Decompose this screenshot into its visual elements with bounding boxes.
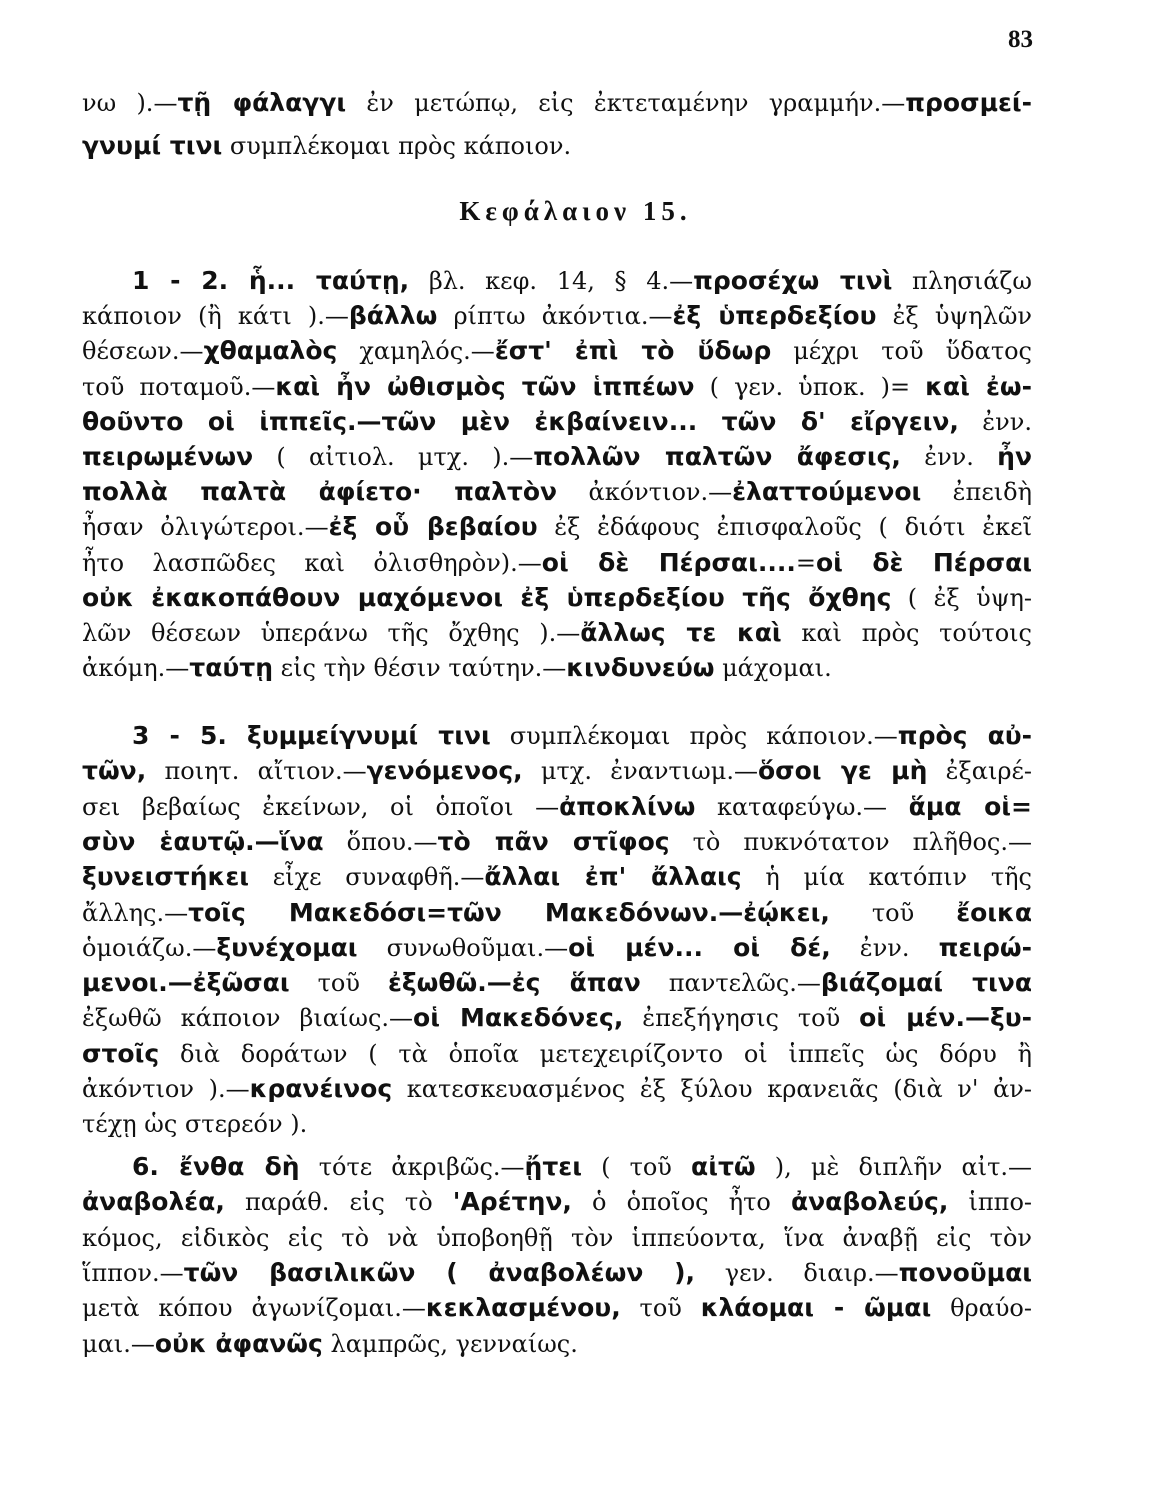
lemma: οἱ δὲ Πέρσαι.... bbox=[541, 547, 796, 577]
commentary-line bbox=[82, 1037, 1032, 1071]
text-segment: ἄλλης.— bbox=[82, 898, 189, 927]
commentary-line bbox=[82, 896, 1032, 930]
text-segment: τοῦ ποταμοῦ.— bbox=[82, 372, 276, 401]
lemma: ξυνειστήκει bbox=[82, 862, 249, 892]
text-segment: μαι.— bbox=[82, 1329, 155, 1358]
commentary-line bbox=[82, 1107, 1032, 1141]
text-segment: νω ).— bbox=[82, 89, 178, 117]
lemma: 1 - 2. bbox=[132, 266, 249, 295]
text-segment: ὁμοιάζω.— bbox=[82, 933, 217, 962]
text-segment: τὸ πυκνότατον πλῆθος.— bbox=[669, 827, 1032, 856]
text-segment: εἶχε συναφθῆ.— bbox=[248, 863, 485, 892]
lemma: ἔστ' ἐπὶ τὸ ὕδωρ bbox=[494, 336, 772, 366]
text-segment: ρίπτω ἀκόντια.— bbox=[437, 302, 673, 331]
text-segment: πλησιάζω bbox=[892, 267, 1032, 295]
lemma: στοῖς bbox=[82, 1038, 160, 1068]
lemma: πονοῦμαι bbox=[898, 1257, 1032, 1287]
commentary-line bbox=[132, 719, 1032, 753]
text-segment: μέχρι τοῦ ὕδατος bbox=[771, 337, 1032, 366]
page-number: 83 bbox=[1008, 26, 1033, 53]
text-segment: ἐπειδὴ bbox=[921, 478, 1033, 507]
commentary-line bbox=[132, 264, 1032, 298]
text-segment: ὅπου.— bbox=[323, 827, 438, 856]
lemma: καὶ ἦν ὠθισμὸς τῶν ἱππέων bbox=[275, 371, 695, 401]
text-segment: συμπλέκομαι πρὸς κάποιον. bbox=[222, 132, 572, 160]
lemma: κρανέινος bbox=[249, 1074, 393, 1103]
commentary-line bbox=[82, 1221, 1032, 1255]
lemma: πρὸς αὐ- bbox=[897, 721, 1033, 750]
text-segment: ἀκόντιον ).— bbox=[82, 1075, 250, 1103]
commentary-line bbox=[82, 1185, 1032, 1219]
lemma: βάλλω bbox=[348, 301, 438, 331]
text-segment: ἱππο- bbox=[948, 1188, 1033, 1217]
commentary-line bbox=[82, 405, 1032, 439]
text-segment: ποιητ. αἴτιον.— bbox=[146, 757, 367, 786]
text-segment: ἀκόμη.— bbox=[82, 654, 190, 683]
text-segment: βλ. κεφ. 14, § 4.— bbox=[409, 267, 694, 295]
lemma: πειρωμένων bbox=[82, 442, 254, 471]
text-segment: ἐξωθῶ κάποιον βιαίως.— bbox=[82, 1004, 414, 1033]
text-segment: μτχ. ἐναντιωμ.— bbox=[522, 757, 758, 786]
lemma: πολλῶν παλτῶν ἄφεσις, bbox=[533, 442, 901, 471]
lemma: οἱ δὲ Πέρσαι bbox=[815, 547, 1032, 577]
lemma: οἱ μέν.—ξυ- bbox=[859, 1003, 1032, 1033]
text-segment: ( ἐξ ὑψη- bbox=[891, 583, 1033, 612]
lemma: θοῦντο οἱ ἱππεῖς.—τῶν μὲν ἐκβαίνειν... τῶν δ' εἴργειν, bbox=[82, 406, 959, 436]
text-segment: τοῦ bbox=[289, 969, 388, 998]
lemma: τῶν, bbox=[82, 756, 147, 786]
text-segment: ἐπεξήγησις τοῦ bbox=[623, 1004, 860, 1033]
text-segment: λαμπρῶς, γενναίως. bbox=[322, 1329, 578, 1358]
text-segment: κόμος, εἰδικὸς εἰς τὸ νὰ ὑποβοηθῇ τὸν ἱππεύοντα, ἵνα ἀναβῇ εἰς τὸν bbox=[82, 1223, 1032, 1252]
lemma: 'Αρέτην, bbox=[452, 1187, 572, 1217]
lemma: κεκλασμένου, bbox=[425, 1293, 621, 1323]
lemma: καὶ ἐω- bbox=[925, 371, 1033, 401]
text-segment: παντελῶς.— bbox=[640, 969, 821, 998]
text-segment: ἦσαν ὀλιγώτεροι.— bbox=[82, 513, 329, 542]
lemma: χθαμαλὸς bbox=[203, 336, 338, 366]
text-segment: κάποιον (ἢ κάτι ).— bbox=[82, 302, 349, 331]
lemma: οἱ Μακεδόνες, bbox=[413, 1003, 624, 1033]
lemma: 3 - 5. ξυμμείγνυμί τινι bbox=[132, 721, 491, 750]
text-segment: διὰ δοράτων ( τὰ ὁποῖα μετεχειρίζοντο οἱ ἱππεῖς ὡς δόρυ ἢ bbox=[159, 1039, 1032, 1068]
lemma: ξυνέχομαι bbox=[216, 932, 358, 962]
text-segment: ἐνν. bbox=[830, 933, 939, 962]
commentary-line bbox=[82, 440, 1032, 474]
lemma: ἐξ ὑπερδεξίου bbox=[672, 301, 877, 331]
text-segment: ἐξαιρέ- bbox=[927, 757, 1033, 786]
lemma: πολλὰ παλτὰ ἀφίετο· παλτὸν bbox=[82, 477, 558, 507]
lemma: ἐξ οὗ βεβαίου bbox=[328, 512, 538, 542]
commentary-line bbox=[82, 966, 1032, 1000]
commentary-line bbox=[82, 1327, 1032, 1361]
text-segment: γεν. διαιρ.— bbox=[695, 1258, 899, 1287]
text-segment: μετὰ κόπου ἀγωνίζομαι.— bbox=[82, 1294, 426, 1323]
lemma: ἄλλαι ἐπ' ἄλλαις bbox=[484, 862, 742, 892]
text-segment: εἰς τὴν θέσιν ταύτην.— bbox=[273, 654, 567, 683]
lemma: ἐλαττούμενοι bbox=[732, 477, 922, 507]
text-segment: λῶν θέσεων ὑπεράνω τῆς ὄχθης ).— bbox=[82, 619, 581, 647]
lemma: κινδυνεύω bbox=[566, 653, 715, 683]
text-segment: = bbox=[795, 548, 816, 577]
text-segment: καταφεύγω.— bbox=[695, 792, 909, 821]
lemma: οὐκ ἀφανῶς bbox=[154, 1328, 323, 1358]
lemma: 6. ἔνθα δὴ bbox=[132, 1152, 300, 1181]
lemma: τοῖς Μακεδόσι=τῶν Μακεδόνων.—ἐῴκει, bbox=[188, 897, 830, 927]
commentary-line bbox=[82, 334, 1032, 368]
lemma: αἰτῶ bbox=[691, 1152, 756, 1181]
lemma: ἅμα οἱ= bbox=[908, 791, 1032, 821]
lemma: οἱ μέν... οἱ δέ, bbox=[568, 932, 831, 962]
lemma: ἔοικα bbox=[956, 897, 1032, 927]
lemma: τῶν βασιλικῶν ( ἀναβολέων ), bbox=[183, 1257, 696, 1287]
commentary-line bbox=[82, 510, 1032, 544]
intro-line-1 bbox=[82, 86, 1032, 120]
commentary-line bbox=[82, 1256, 1032, 1290]
text-segment: ( τοῦ bbox=[581, 1153, 692, 1181]
commentary-line bbox=[82, 475, 1032, 509]
text-segment: τέχῃ ὡς στερεόν ). bbox=[82, 1110, 308, 1139]
lemma: μενοι.—ἐξῶσαι bbox=[82, 968, 290, 998]
text-segment: ὁ ὁποῖος ἦτο bbox=[571, 1188, 791, 1217]
lemma: γνυμί τινι bbox=[82, 131, 223, 160]
text-segment: ), μὲ διπλῆν αἰτ.— bbox=[755, 1153, 1032, 1181]
text-segment: ἡ μία κατόπιν τῆς bbox=[741, 863, 1032, 892]
lemma: πειρώ- bbox=[938, 932, 1032, 962]
commentary-line bbox=[82, 616, 1032, 650]
text-segment: τότε ἀκριβῶς.— bbox=[299, 1153, 525, 1181]
text-segment: σει βεβαίως ἐκείνων, οἱ ὁποῖοι — bbox=[82, 792, 560, 821]
text-segment: θραύο- bbox=[931, 1294, 1032, 1323]
lemma: ἄλλως τε καὶ bbox=[580, 618, 782, 647]
text-segment: μάχομαι. bbox=[714, 654, 832, 683]
commentary-line bbox=[132, 1150, 1032, 1184]
commentary-line bbox=[82, 931, 1032, 965]
lemma: ὅσοι γε μὴ bbox=[757, 756, 928, 786]
lemma: ἀποκλίνω bbox=[559, 791, 696, 821]
lemma: γενόμενος, bbox=[366, 756, 523, 786]
text-segment: ἐξ ὑψηλῶν bbox=[876, 302, 1032, 331]
lemma: ἀναβολέα, bbox=[82, 1187, 225, 1217]
lemma: προσέχω τινὶ bbox=[693, 266, 893, 295]
text-segment: ἐνν. bbox=[900, 443, 998, 471]
commentary-line bbox=[82, 651, 1032, 685]
text-segment: ( αἰτιολ. μτχ. ).— bbox=[253, 443, 534, 471]
text-segment: ἐνν. bbox=[958, 407, 1032, 436]
lemma: σὺν ἑαυτῷ.—ἵνα bbox=[82, 826, 324, 856]
lemma: ἀναβολεύς, bbox=[790, 1187, 949, 1217]
lemma: ταύτῃ bbox=[189, 653, 274, 683]
commentary-line bbox=[82, 860, 1032, 894]
commentary-line bbox=[82, 546, 1032, 580]
commentary-line bbox=[82, 581, 1032, 615]
text-segment: κατεσκευασμένος ἐξ ξύλου κρανειᾶς (διὰ ν' ἀν- bbox=[392, 1075, 1033, 1103]
commentary-line bbox=[82, 825, 1032, 859]
lemma: ἧ... ταύτῃ, bbox=[248, 266, 410, 295]
commentary-line bbox=[82, 1291, 1032, 1325]
text-segment: τοῦ bbox=[829, 898, 957, 927]
text-segment: ἐν μετώπῳ, εἰς ἐκτεταμένην γραμμήν.— bbox=[346, 89, 906, 117]
lemma: ἦν bbox=[997, 442, 1032, 471]
commentary-line bbox=[82, 370, 1032, 404]
text-segment: καὶ πρὸς τούτοις bbox=[781, 619, 1032, 647]
text-segment: ἵππον.— bbox=[82, 1258, 184, 1287]
lemma: προσμεί- bbox=[905, 88, 1033, 117]
lemma: ᾔτει bbox=[524, 1152, 582, 1181]
commentary-line bbox=[82, 299, 1032, 333]
text-segment: συμπλέκομαι πρὸς κάποιον.— bbox=[490, 722, 898, 750]
lemma: βιάζομαί τινα bbox=[820, 968, 1032, 998]
text-segment: τοῦ bbox=[620, 1294, 701, 1323]
text-segment: παράθ. εἰς τὸ bbox=[224, 1188, 453, 1217]
chapter-title: Κεφάλαιον 15. bbox=[459, 196, 692, 226]
commentary-line bbox=[82, 1072, 1032, 1106]
text-segment: συνωθοῦμαι.— bbox=[357, 933, 569, 962]
lemma: τῇ φάλαγγι bbox=[177, 88, 347, 117]
text-segment: ἦτο λασπῶδες καὶ ὀλισθηρὸν).— bbox=[82, 548, 542, 577]
intro-line-2 bbox=[82, 129, 1032, 163]
text-segment: χαμηλός.— bbox=[337, 337, 495, 366]
text-segment: θέσεων.— bbox=[82, 337, 204, 366]
text-segment: ἐξ ἐδάφους ἐπισφαλοῦς ( διότι ἐκεῖ bbox=[537, 513, 1032, 542]
commentary-line bbox=[82, 754, 1032, 788]
commentary-line bbox=[82, 790, 1032, 824]
lemma: ἐξωθῶ.—ἐς ἅπαν bbox=[387, 968, 641, 998]
text-segment: ἀκόντιον.— bbox=[557, 478, 733, 507]
lemma: κλάομαι - ῶμαι bbox=[700, 1293, 932, 1323]
text-segment: ( γεν. ὑποκ. )= bbox=[694, 372, 926, 401]
lemma: τὸ πᾶν στῖφος bbox=[437, 826, 670, 856]
commentary-line bbox=[82, 1001, 1032, 1035]
lemma: οὐκ ἐκακοπάθουν μαχόμενοι ἐξ ὑπερδεξίου τῆς ὄχθης bbox=[82, 582, 892, 612]
